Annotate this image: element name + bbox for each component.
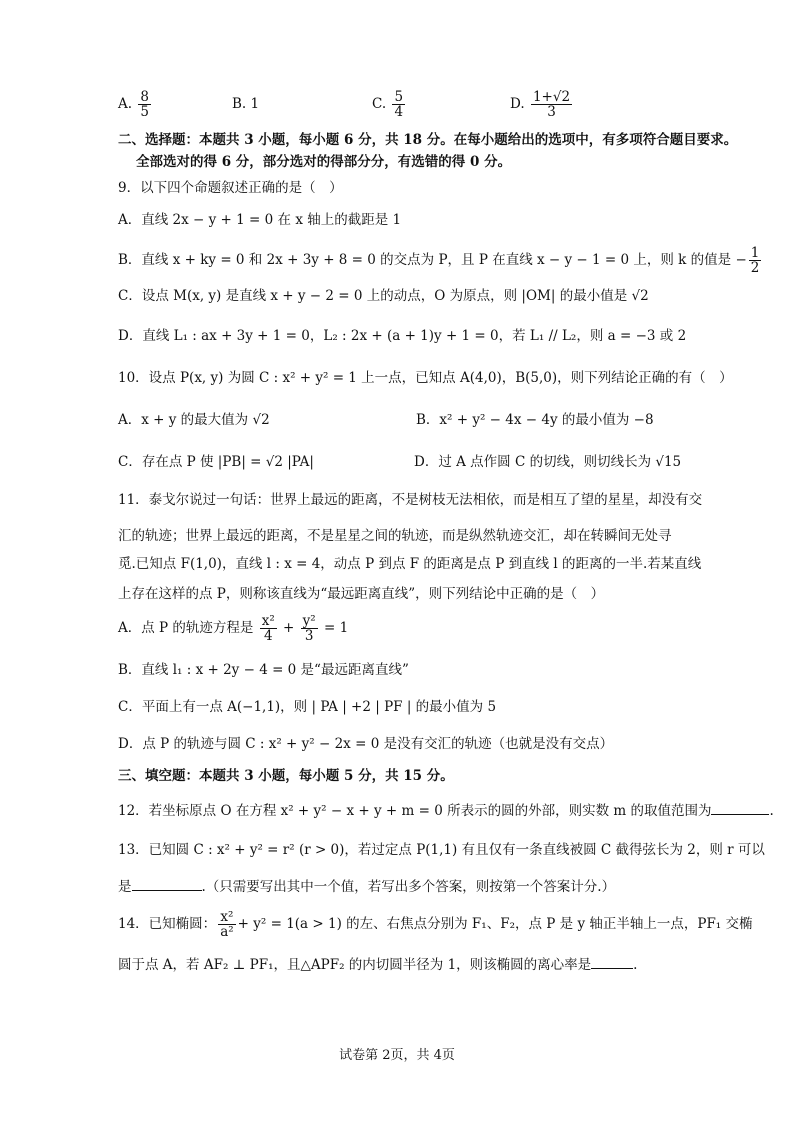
q14-fraction: $\frac{\text{x²}}{\text{a²}}$ — [220, 909, 234, 940]
q8-option-b: B. 1 — [232, 96, 260, 112]
q13-line-1: 13．已知圆 C : x² + y² = r² (r > 0)，若过定点 P(1,1) 有且仅有一条直线被圆 C 截得弦长为 2，则 r 可以 — [118, 842, 765, 858]
section2-heading: 二、选择题：本题共 3 小题，每小题 6 分，共 18 分。在每小题给出的选项中，有多项符合题目要求。 — [118, 132, 738, 148]
q9-stem: 9．以下四个命题叙述正确的是（ ） — [118, 180, 343, 196]
section2-subheading: 全部选对的得 6 分，部分选对的得部分分，有选错的得 0 分。 — [136, 154, 512, 170]
q9-option-b-fraction: $\frac{1}{2}$ — [750, 245, 760, 276]
q11-option-a: A．点 P 的轨迹方程是 $\frac{\text{x²}}{4}$ + $\frac{\text{y²}}{3}$ = 1 — [118, 613, 349, 644]
q8-option-d-fraction: $\frac{1+√2}{3}$ — [532, 89, 571, 120]
q11-option-a-fraction-2: $\frac{\text{y²}}{3}$ — [302, 613, 316, 644]
q8-option-c: C. $\frac{5}{4}$ — [372, 89, 404, 120]
q10-option-c: C．存在点 P 使 |PB| = √2 |PA| — [118, 454, 314, 470]
q11-option-d: D．点 P 的轨迹与圆 C : x² + y² − 2x = 0 是没有交汇的轨迹（也就是没有交点） — [118, 736, 614, 752]
q11-option-c: C．平面上有一点 A(−1,1)，则 | PA | +2 | PF | 的最小值为 5 — [118, 699, 497, 715]
q11-line-4: 上存在这样的点 P，则称该直线为“最远距离直线”，则下列结论中正确的是（ ） — [118, 586, 605, 602]
q9-option-d: D．直线 L₁ : ax + 3y + 1 = 0，L₂ : 2x + (a + 1)y + 1 = 0，若 L₁ // L₂，则 a = −3 或 2 — [118, 328, 687, 344]
q12-answer-blank[interactable] — [711, 800, 769, 815]
q8-option-d: D. $\frac{1+√2}{3}$ — [510, 89, 571, 120]
q11-line-1: 11．泰戈尔说过一句话：世界上最远的距离，不是树枝无法相依，而是相互了望的星星，却没有交 — [118, 492, 703, 508]
q13-line-2: 是 .（只需要写出其中一个值，若写出多个答案，则按第一个答案计分.） — [118, 876, 615, 897]
q11-line-2: 汇的轨迹；世界上最远的距离，不是星星之间的轨迹，而是纵然轨迹交汇，却在转瞬间无处寻 — [118, 528, 672, 544]
q10-option-b: B．x² + y² − 4x − 4y 的最小值为 −8 — [416, 412, 654, 428]
q10-option-d: D．过 A 点作圆 C 的切线，则切线长为 √15 — [414, 454, 682, 470]
q9-option-b: B．直线 x + ky = 0 和 2x + 3y + 8 = 0 的交点为 P，且 P 在直线 x − y − 1 = 0 上，则 k 的值是 − $\frac{1}{2}$ — [118, 245, 760, 276]
section3-heading: 三、填空题：本题共 3 小题，每小题 5 分，共 15 分。 — [118, 768, 454, 784]
q13-answer-blank[interactable] — [132, 876, 202, 891]
page-footer: 试卷第 2页，共 4页 — [339, 1048, 455, 1063]
q11-option-a-fraction-1: $\frac{\text{x²}}{4}$ — [261, 613, 275, 644]
q11-line-3: 觅.已知点 F(1,0)，直线 l : x = 4，动点 P 到点 F 的距离是点 P 到直线 l 的距离的一半.若某直线 — [118, 556, 702, 572]
q11-option-b: B．直线 l₁ : x + 2y − 4 = 0 是“最远距离直线” — [118, 662, 409, 678]
q14-line-2: 圆于点 A，若 AF₂ ⊥ PF₁，且△APF₂ 的内切圆半径为 1，则该椭圆的离心率是 . — [118, 954, 637, 975]
q12-text: 12．若坐标原点 O 在方程 x² + y² − x + y + m = 0 所表示的圆的外部，则实数 m 的取值范围为 . — [118, 800, 774, 821]
q8-option-a: A. $\frac{8}{5}$ — [118, 89, 149, 120]
q9-option-a: A．直线 2x − y + 1 = 0 在 x 轴上的截距是 1 — [118, 212, 402, 228]
q10-stem: 10．设点 P(x, y) 为圆 C : x² + y² = 1 上一点，已知点 A(4,0)，B(5,0)，则下列结论正确的有（ ） — [118, 370, 733, 386]
q9-option-c: C．设点 M(x, y) 是直线 x + y − 2 = 0 上的动点，O 为原点，则 |OM| 的最小值是 √2 — [118, 288, 649, 304]
q10-option-a: A．x + y 的最大值为 √2 — [118, 412, 270, 428]
q14-answer-blank[interactable] — [591, 954, 633, 969]
q14-line-1: 14．已知椭圆： $\frac{\text{x²}}{\text{a²}}$ + y² = 1(a > 1) 的左、右焦点分别为 F₁、F₂，点 P 是 y 轴正半轴上一点，PF₁ 交椭 — [118, 909, 753, 940]
q8-option-a-fraction: $\frac{8}{5}$ — [140, 89, 149, 120]
q8-option-c-fraction: $\frac{5}{4}$ — [394, 89, 404, 120]
